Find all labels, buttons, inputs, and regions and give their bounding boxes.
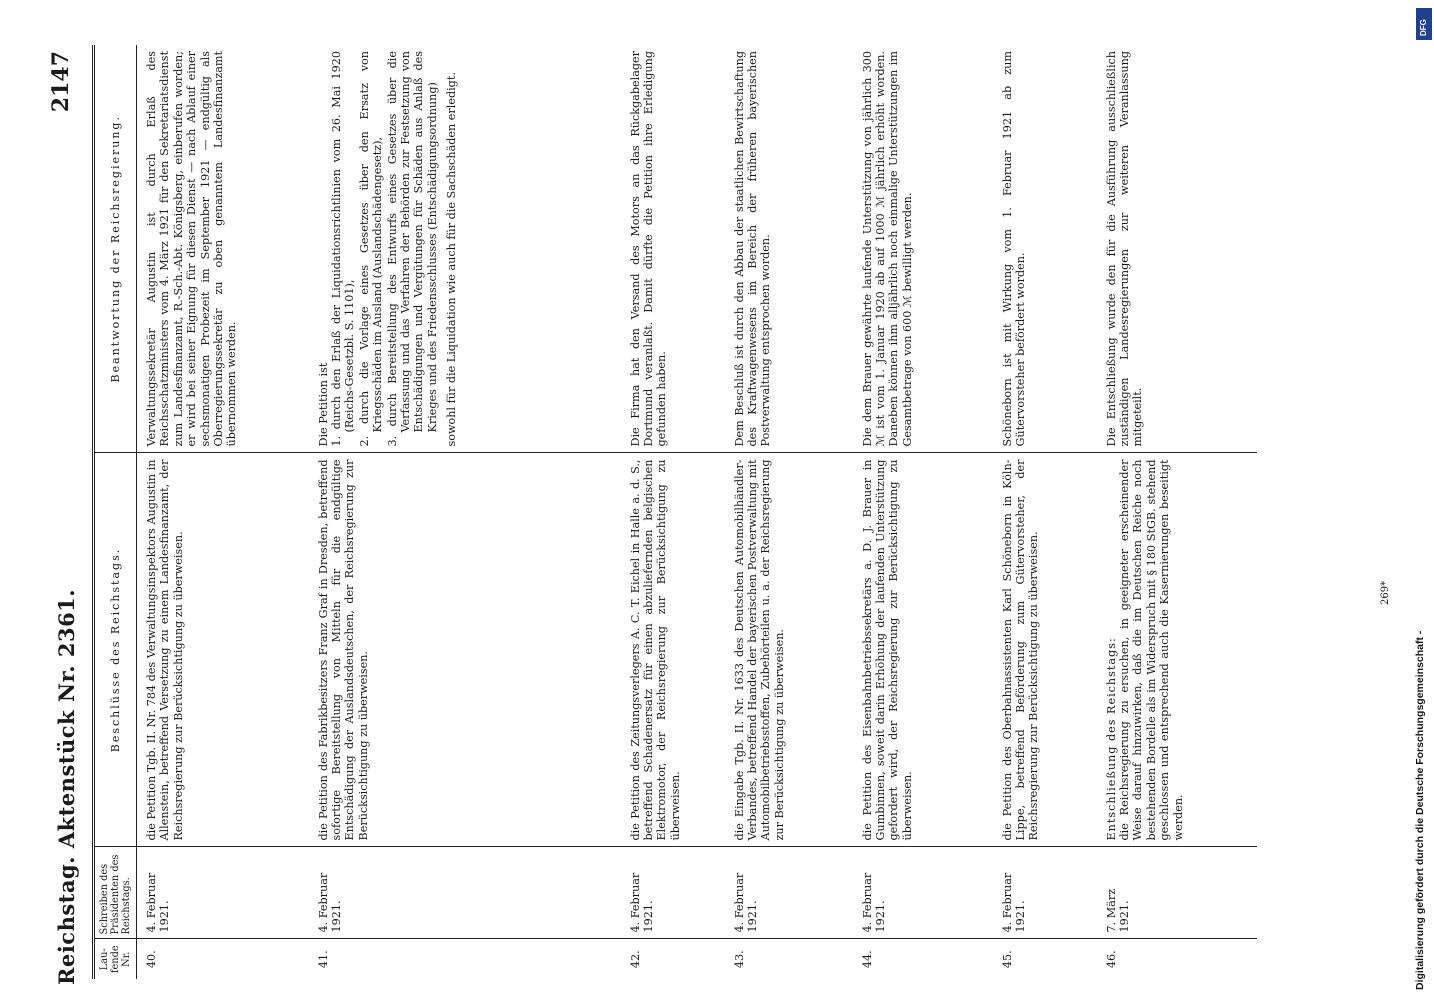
table-row xyxy=(137,45,309,979)
table-row xyxy=(309,45,621,979)
row-date: 4. Februar 1921. xyxy=(853,847,993,939)
table-row xyxy=(1097,45,1257,979)
row-antwort: Die dem Brauer gewährte laufende Unterstützung von jährlich 300 ℳ ist vom 1. Januar 1920 ab auf 1000 ℳ jährlich erhöht worden. Daneben können ihm alljährlich noch einmalige Unterstützungen im Gesamtbetrage von 600 ℳ bewilligt werden. xyxy=(860,51,914,447)
list-item: 3. durch Bereitstellung des Entwurfs eines Gesetzes über die Verfassung und das Verfahren der Behörden zur Festsetzung von Entschädigungen und Vergütungen für Schäden aus Anlaß des Krieges und des Friedensschlusses (Entschädigungsordnung) xyxy=(385,51,439,447)
page-header xyxy=(42,45,86,985)
row-antwort: Dem Beschluß ist durch den Abbau der staatlichen Bewirtschaftung des Kraftwagenwesens im Bereich der früheren bayerischen Postverwaltung entsprochen worden. xyxy=(732,51,773,447)
row-antwort: Die Entschließung wurde den für die Ausführung ausschließlich zuständigen Landesregierungen zur weiteren Veranlassung mitgeteilt. xyxy=(1104,51,1145,447)
row-antwort: Die Firma hat den Versand des Motors an das Rückgabelager Dortmund veranlaßt. Damit dürfte die Petition ihre Erledigung gefunden haben. xyxy=(628,51,669,447)
resolution-text: die Reichsregierung zu ersuchen, in geeigneter erscheinender Weise darauf hinzuwirken, daß die im Deutschen Reiche noch bestehenden Bordelle als im Widerspruch mit § 180 StGB. stehend geschlossen und entsprechend auch die Kasernierungen beseitigt werden. xyxy=(1117,459,1185,841)
row-beschluss xyxy=(1097,453,1257,847)
row-beschluss: die Petition des Eisenbahnbetriebssekretärs a. D. J. Brauer in Gumbinnen, soweit darin Erhöhung der laufenden Unterstützung gefordert wird, der Reichsregierung zur Berücksichtigung zu überweisen. xyxy=(853,453,993,847)
row-date: 7. März 1921. xyxy=(1097,847,1257,939)
row-beschluss: die Petition des Fabrikbesitzers Franz Graf in Dresden, betreffend sofortige Bereitstellung von Mitteln für die endgültige Entschädigung der Auslandsdeutschen, der Reichsregierung zur Berücksichtigung zu überweisen. xyxy=(309,453,621,847)
row-beschluss: die Eingabe Tgb. II. Nr. 1633 des Deutschen Automobilhändler-Verbandes, betreffend Handel der bayerischen Postverwaltung mit Automobilbetriebsstoffen, Zubehörteilen u. a. der Reichsregierung zur Berücksichtigung zu überweisen. xyxy=(725,453,853,847)
resolution-title: Entschließung des Reichstags: xyxy=(1104,637,1118,841)
row-date: 4. Februar 1921. xyxy=(621,847,725,939)
document-page xyxy=(42,45,1402,985)
sheet-mark: 269* xyxy=(1380,580,1391,605)
row-nr: 43. xyxy=(725,939,853,979)
row-beschluss: die Petition Tgb. II. Nr. 784 des Verwaltungsinspektors Augustin in Allenstein, betreffend Versetzung zu einem Landesfinanzamt, der Reichsregierung zur Berücksichtigung zu überweisen. xyxy=(137,453,309,847)
dfg-logo-icon xyxy=(1416,8,1432,40)
table-row xyxy=(621,45,725,979)
petitions-table xyxy=(92,45,1257,979)
row-beschluss: die Petition des Oberbahnassistenten Karl Schöneborn in Köln-Lippe, betreffend Beförderung zum Gütervorsteher, der Reichsregierung zur Berücksichtigung zu überweisen. xyxy=(993,453,1097,847)
antwort-list xyxy=(330,51,439,447)
col-header-beantwortung: Beantwortung der Reichsregierung. xyxy=(94,45,137,453)
row-antwort: Schöneborn ist mit Wirkung vom 1. Februar 1921 ab zum Gütervorsteher befördert worden. xyxy=(1000,51,1027,447)
table-row xyxy=(993,45,1097,979)
row-nr: 45. xyxy=(993,939,1097,979)
table-header-row xyxy=(94,45,137,979)
dfg-badge-text: DFG xyxy=(1419,19,1428,36)
page-number: 2147 xyxy=(48,51,74,113)
antwort-outro: sowohl für die Liquidation wie auch für die Sachschäden erledigt. xyxy=(445,72,459,447)
row-nr: 40. xyxy=(137,939,309,979)
row-date: 4. Februar 1921. xyxy=(137,847,309,939)
list-item: 2. durch die Vorlage eines Gesetzes über den Ersatz von Kriegsschäden im Ausland (Auslandschädengesetz), xyxy=(357,51,385,447)
header-title: Reichstag. Aktenstück Nr. 2361. xyxy=(54,588,79,985)
col-header-beschluesse: Beschlüsse des Reichstags. xyxy=(94,453,137,847)
row-nr: 41. xyxy=(309,939,621,979)
row-antwort: Verwaltungssekretär Augustin ist durch Erlaß des Reichsschatzministers vom 4. März 1921 für den Sekretariatsdienst zum Landesfinanzamt, R.-Sch.-Abt. Königsberg, einberufen worden; er wird bei seiner Eignung für diesen Dienst — nach Ablauf einer sechsmonatigen Probezeit im September 1921 — endgültig als Oberregierungssekretär zu oben genanntem Landesfinanzamt übernommen werden. xyxy=(145,51,239,447)
antwort-intro: Die Petition ist xyxy=(316,362,330,447)
row-date: 4. Februar 1921. xyxy=(309,847,621,939)
table-row xyxy=(725,45,853,979)
row-nr: 46. xyxy=(1097,939,1257,979)
credit-text: Digitalisierung gefördert durch die Deutsche Forschungsgemeinschaft - xyxy=(1414,630,1426,990)
col-header-nr: Lau-fende Nr. xyxy=(94,939,137,979)
row-nr: 44. xyxy=(853,939,993,979)
row-beschluss: die Petition des Zeitungsverlegers A. C. T. Eichel in Halle a. d. S., betreffend Schadenersatz für einen abzuliefernden belgischen Elektromotor, der Reichsregierung zur Berücksichtigung zu überweisen. xyxy=(621,453,725,847)
col-header-schreiben: Schreiben des Präsidenten des Reichstags. xyxy=(94,847,137,939)
row-antwort xyxy=(309,45,621,453)
row-date: 4. Februar 1921. xyxy=(725,847,853,939)
sidebar-credit xyxy=(1400,0,1434,1000)
row-nr: 42. xyxy=(621,939,725,979)
table-row xyxy=(853,45,993,979)
row-date: 4. Februar 1921. xyxy=(993,847,1097,939)
list-item: 1. durch den Erlaß der Liquidationsrichtlinien vom 26. Mai 1920 (Reichs-Gesetzbl. S. 1101), xyxy=(329,51,357,447)
